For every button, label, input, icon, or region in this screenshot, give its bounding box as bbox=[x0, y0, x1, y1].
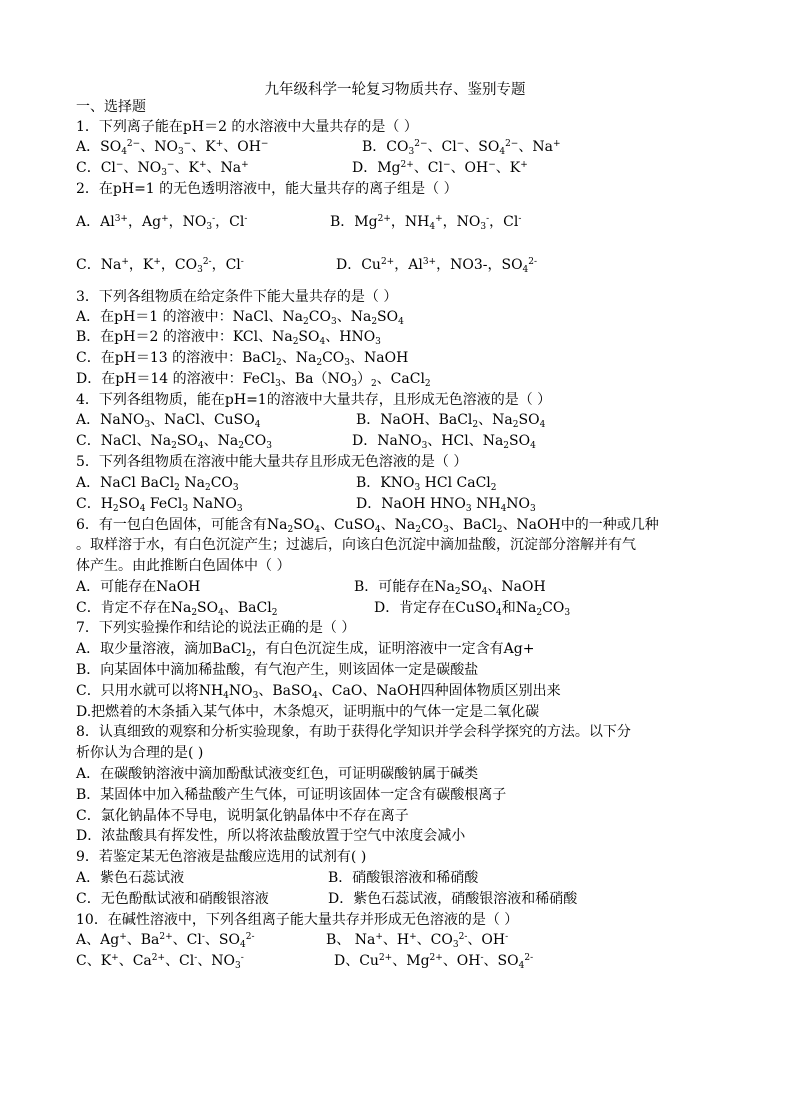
text-line-option: D、$Cu^{2+}$、$Mg^{2+}$、OH-、$SO_4^{2-}$ bbox=[334, 953, 534, 971]
text-line: 7．下列实验操作和结论的说法正确的是（ ） bbox=[76, 620, 356, 636]
page-title: 九年级科学一轮复习物质共存、鉴别专题 bbox=[264, 82, 526, 98]
text-line: A．$SO_4^{2-}$、$NO_3^-$、K+、OH− bbox=[76, 139, 269, 157]
text-line-option: D．$Cu^{2+}$，$Al^{3+}$，NO3-，$SO_4^{2-}$ bbox=[336, 257, 538, 275]
text-line: B．向某固体中滴加稀盐酸，有气泡产生，则该固体一定是碳酸盐 bbox=[76, 662, 479, 678]
text-line-option: B．NaOH、BaCl$_2$、$Na_2SO_4$ bbox=[356, 412, 546, 430]
text-line: 。取样溶于水，有白色沉淀产生；过滤后，向该白色沉淀中滴加盐酸，沉淀部分溶解并有气 bbox=[76, 537, 636, 553]
text-line: A．紫色石蕊试液 bbox=[76, 870, 185, 886]
text-line: C．Na+，K+，$CO_3^{2-}$，Cl- bbox=[76, 257, 244, 275]
text-line-option: D．NaOH $HNO_3$ $NH_4NO_3$ bbox=[356, 496, 536, 514]
text-line: C．$H_2SO_4$ FeCl$_3$ NaNO$_3$ bbox=[76, 496, 243, 514]
text-line: A、Ag+、$Ba^{2+}$、Cl-、$SO_4^{2-}$ bbox=[76, 932, 255, 950]
text-line-option: B、 Na+、H+、$CO_3^{2-}$、OH- bbox=[326, 932, 509, 950]
text-line: C、K+、$Ca^{2+}$、Cl-、$NO_3^-$ bbox=[76, 953, 244, 971]
text-line-option: B．可能存在$Na_2SO_4$、NaOH bbox=[354, 579, 546, 597]
text-line: A．在pH＝1 的溶液中：NaCl、$Na_2CO_3$、$Na_2SO_4$ bbox=[76, 309, 404, 327]
text-line-option: B．$CO_3^{2-}$、Cl−、$SO_4^{2-}$、Na+ bbox=[362, 139, 561, 157]
text-line: C．氯化钠晶体不导电，说明氯化钠晶体中不存在离子 bbox=[76, 808, 409, 824]
text-line: A．$Al^{3+}$，Ag+，$NO_3^-$，Cl- bbox=[76, 214, 248, 232]
text-line: C．NaCl、$Na_2SO_4$、$Na_2CO_3$ bbox=[76, 433, 272, 451]
text-line: C．Cl−、$NO_3^-$、K+、Na+ bbox=[76, 160, 249, 178]
text-line: 9．若鉴定某无色溶液是盐酸应选用的试剂有( ) bbox=[76, 849, 367, 865]
text-line-option: B．$KNO_3$ HCl CaCl$_2$ bbox=[356, 475, 497, 493]
text-line: 2．在pH=1 的无色透明溶液中，能大量共存的离子组是（ ） bbox=[76, 181, 458, 197]
text-line: A．取少量溶液，滴加BaCl$_2$，有白色沉淀生成，证明溶液中一定含有Ag+ bbox=[76, 641, 535, 659]
text-line: 1．下列离子能在pH＝2 的水溶液中大量共存的是（ ） bbox=[76, 119, 418, 135]
text-line: A．在碳酸钠溶液中滴加酚酞试液变红色，可证明碳酸钠属于碱类 bbox=[76, 766, 479, 782]
text-line-option: D．$Mg^{2+}$、Cl−、OH−、K+ bbox=[352, 160, 528, 176]
text-line: B．在pH＝2 的溶液中：KCl、$Na_2SO_4$、$HNO_3$ bbox=[76, 329, 381, 347]
text-line: 4．下列各组物质，能在pH=1的溶液中大量共存，且形成无色溶液的是（ ） bbox=[76, 392, 552, 408]
text-line: 5．下列各组物质在溶液中能大量共存且形成无色溶液的是（ ） bbox=[76, 454, 468, 470]
text-line: 10．在碱性溶液中，下列各组离子能大量共存并形成无色溶液的是（ ） bbox=[76, 912, 519, 928]
text-line-option: D．NaNO$_3$、HCl、$Na_2SO_4$ bbox=[352, 433, 536, 451]
text-line: 析你认为合理的是( ) bbox=[76, 745, 204, 761]
text-line: 6．有一包白色固体，可能含有$Na_2SO_4$、CuSO$_4$、$Na_2CO_3$、BaCl$_2$、NaOH中的一种或几种 bbox=[76, 517, 659, 535]
text-line-option: D．紫色石蕊试液，硝酸银溶液和稀硝酸 bbox=[328, 891, 578, 907]
text-line: 体产生。由此推断白色固体中（ ） bbox=[76, 558, 291, 574]
text-line-option: B．硝酸银溶液和稀硝酸 bbox=[328, 870, 479, 886]
text-line: A．NaNO$_3$、NaCl、CuSO$_4$ bbox=[76, 412, 261, 430]
section-heading: 一、选择题 bbox=[76, 99, 146, 115]
text-line: D．浓盐酸具有挥发性，所以将浓盐酸放置于空气中浓度会减小 bbox=[76, 828, 466, 844]
text-line: C．只用水就可以将$NH_4NO_3$、BaSO$_4$、CaO、NaOH四种固体物质区别出来 bbox=[76, 683, 561, 701]
text-line: C．无色酚酞试液和硝酸银溶液 bbox=[76, 891, 269, 907]
text-line: 8．认真细致的观察和分析实验现象，有助于获得化学知识并学会科学探究的方法。以下分 bbox=[76, 724, 631, 740]
text-line: 3．下列各组物质在给定条件下能大量共存的是（ ） bbox=[76, 289, 398, 305]
text-line: C．在pH＝13 的溶液中：BaCl$_2$、$Na_2CO_3$、NaOH bbox=[76, 350, 409, 368]
text-line: C．肯定不存在$Na_2SO_4$、BaCl$_2$ bbox=[76, 600, 278, 618]
text-line: B．某固体中加入稀盐酸产生气体，可证明该固体一定含有碳酸根离子 bbox=[76, 787, 507, 803]
text-line: A．可能存在NaOH bbox=[76, 579, 201, 595]
text-line-option: B．$Mg^{2+}$，$NH_4^+$，$NO_3^-$，Cl- bbox=[330, 214, 522, 232]
text-line: D.把燃着的木条插入某气体中，木条熄灭，证明瓶中的气体一定是二氧化碳 bbox=[76, 704, 540, 720]
text-line-option: D．肯定存在CuSO$_4$和$Na_2CO_3$ bbox=[374, 600, 571, 618]
text-line: A．NaCl BaCl$_2$ $Na_2CO_3$ bbox=[76, 475, 239, 493]
text-line: D．在pH＝14 的溶液中：FeCl$_3$、$Ba(NO_3)_2$、CaCl$_2$ bbox=[76, 371, 431, 389]
